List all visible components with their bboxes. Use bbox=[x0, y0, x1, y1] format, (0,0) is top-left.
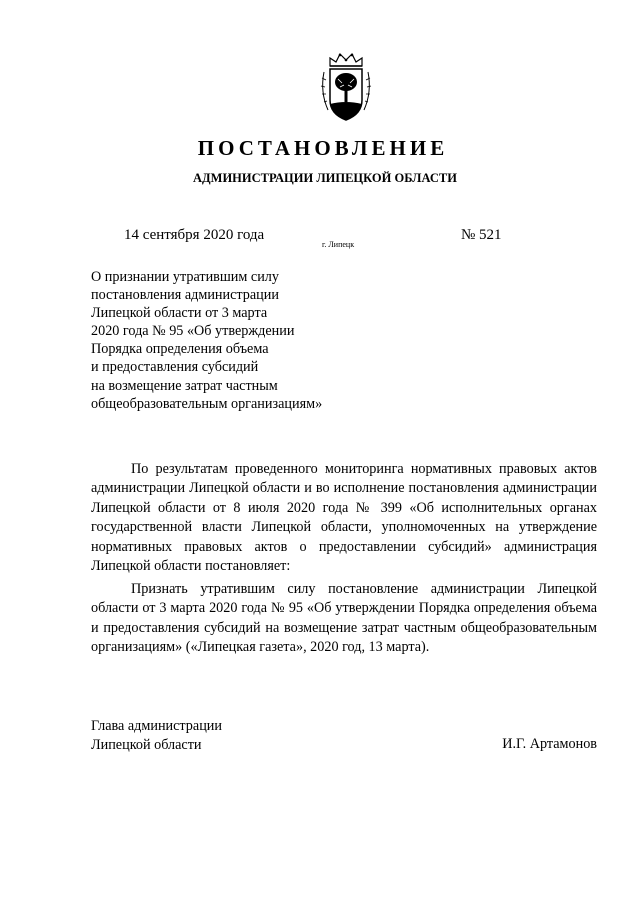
heading-line: 2020 года № 95 «Об утверждении bbox=[91, 323, 295, 340]
body-paragraph-1: По результатам проведенного мониторинга нормативных правовых актов администрации Липецкой области и во исполнение постановления администрации Липецкой области от 8 июля 2020 года № 399 «Об исполнительных органах государственной власти Липецкой области, уполномоченных на утверждение нормативных правовых актов о предоставлении субсидий» администрация Липецкой области постановляет: bbox=[91, 461, 597, 575]
document-title: ПОСТАНОВЛЕНИЕ bbox=[197, 136, 449, 160]
body-paragraph-2: Признать утратившим силу постановление администрации Липецкой области от 3 марта 2020 года № 95 «Об утверждении Порядка определения объема и предоставления субсидий на возмещение затрат частным общеобразовательным организациям» («Липецкая газета», 2020 год, 13 марта). bbox=[91, 581, 597, 656]
document-date: 14 сентября 2020 года bbox=[124, 227, 265, 243]
document-number: № 521 bbox=[461, 227, 502, 243]
signatory-position-line: Липецкой области bbox=[91, 737, 202, 753]
heading-line: Порядка определения объема bbox=[91, 341, 269, 358]
signatory-name: И.Г. Артамонов bbox=[502, 736, 597, 752]
heading-line: на возмещение затрат частным bbox=[91, 377, 278, 394]
heading-line: Липецкой области от 3 марта bbox=[91, 305, 268, 322]
coat-of-arms-emblem bbox=[318, 52, 374, 124]
document-city: г. Липецк bbox=[322, 240, 355, 249]
heading-line: О признании утратившим силу bbox=[91, 269, 279, 285]
signatory-position-line: Глава администрации bbox=[91, 718, 222, 734]
document-heading bbox=[91, 268, 391, 413]
document-subtitle: АДМИНИСТРАЦИИ ЛИПЕЦКОЙ ОБЛАСТИ bbox=[193, 171, 457, 185]
heading-line: постановления администрации bbox=[91, 287, 279, 304]
heading-line: и предоставления субсидий bbox=[91, 359, 259, 376]
heading-line: общеобразовательным организациям» bbox=[91, 395, 323, 412]
